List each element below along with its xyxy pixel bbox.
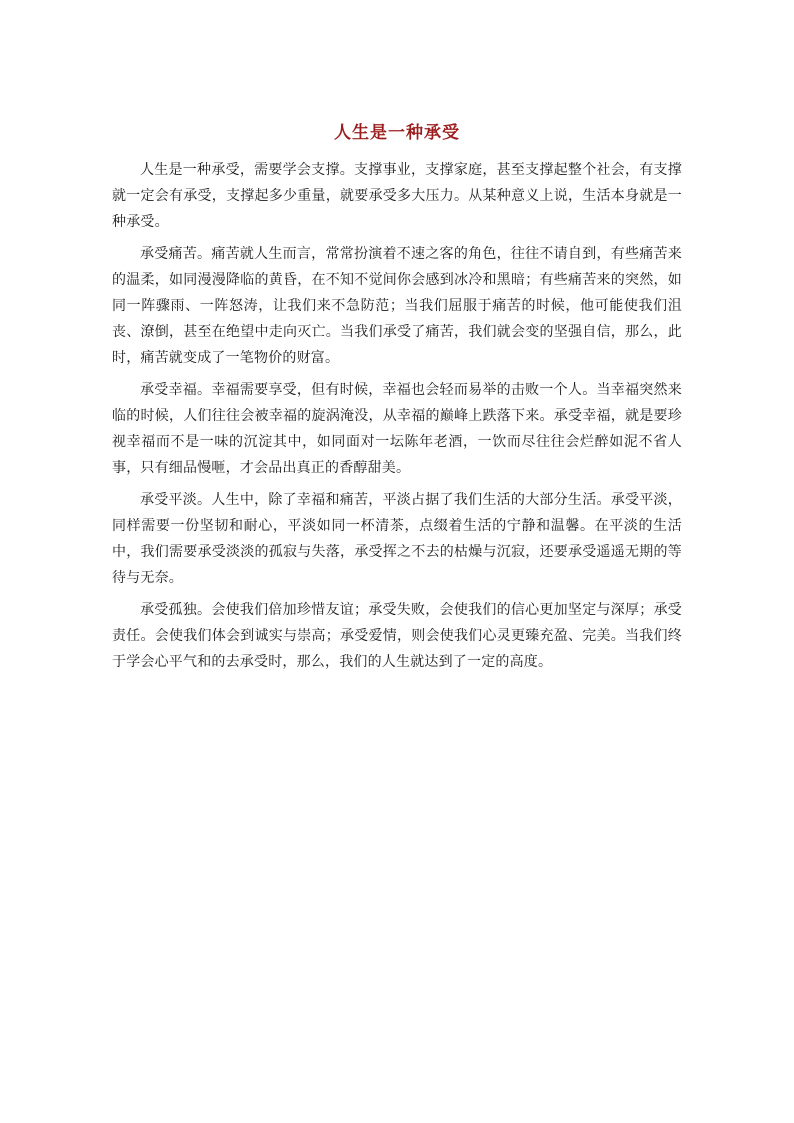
document-page (112, 118, 682, 681)
paragraph-pain: 承受痛苦。痛苦就人生而言，常常扮演着不速之客的角色，往往不请自到，有些痛苦来的温柔，如同漫漫降临的黄昏，在不知不觉间你会感到冰冷和黑暗；有些痛苦来的突然，如同一阵骤雨、一阵怒涛，让我们来不急防范；当我们屈服于痛苦的时候，他可能使我们沮丧、潦倒，甚至在绝望中走向灭亡。当我们承受了痛苦，我们就会变的坚强自信，那么，此时，痛苦就变成了一笔物价的财富。 (112, 246, 682, 366)
document-title: 人生是一种承受 (334, 123, 460, 143)
paragraph-plainness: 承受平淡。人生中，除了幸福和痛苦，平淡占据了我们生活的大部分生活。承受平淡，同样需要一份坚韧和耐心，平淡如同一杯清茶，点缀着生活的宁静和温馨。在平淡的生活中，我们需要承受淡淡的孤寂与失落，承受挥之不去的枯燥与沉寂，还要承受遥遥无期的等待与无奈。 (112, 492, 682, 586)
paragraph-intro: 人生是一种承受，需要学会支撑。支撑事业，支撑家庭，甚至支撑起整个社会，有支撑就一定会有承受，支撑起多少重量，就要承受多大压力。从某种意义上说，生活本身就是一种承受。 (112, 162, 682, 230)
paragraph-happiness: 承受幸福。幸福需要享受，但有时候，幸福也会轻而易举的击败一个人。当幸福突然来临的时候，人们往往会被幸福的旋涡淹没，从幸福的巅峰上跌落下来。承受幸福，就是要珍视幸福而不是一味的沉淀其中，如同面对一坛陈年老酒，一饮而尽往往会烂醉如泥不省人事，只有细品慢咂，才会品出真正的香醇甜美。 (112, 382, 682, 476)
paragraph-loneliness: 承受孤独。会使我们倍加珍惜友谊；承受失败，会使我们的信心更加坚定与深厚；承受责任。会使我们体会到诚实与崇高；承受爱情，则会使我们心灵更臻充盈、完美。当我们终于学会心平气和的去承受时，那么，我们的人生就达到了一定的高度。 (112, 602, 682, 670)
